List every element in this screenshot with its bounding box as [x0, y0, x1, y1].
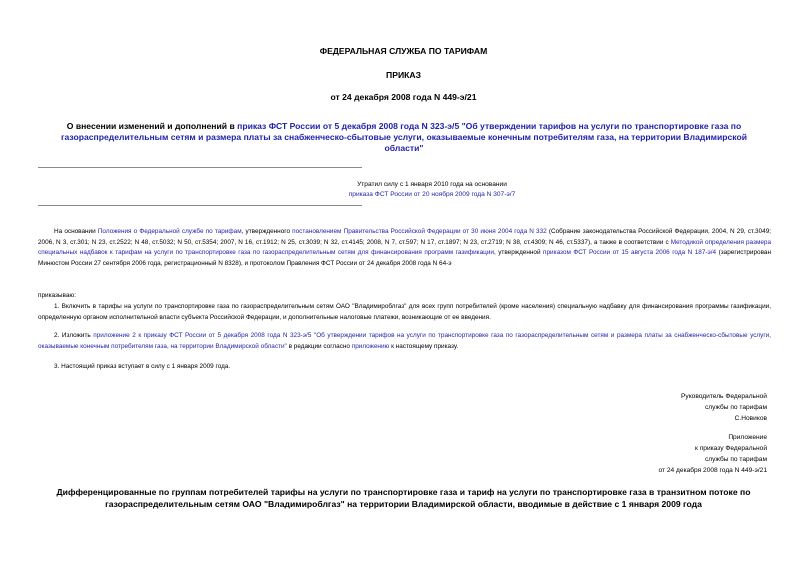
signature-line-2: службы по тарифам — [704, 404, 767, 411]
preamble-paragraph — [38, 227, 771, 269]
item-2 — [38, 331, 771, 352]
signature-block — [567, 391, 767, 424]
agency-heading: ФЕДЕРАЛЬНАЯ СЛУЖБА ПО ТАРИФАМ — [319, 46, 488, 56]
tariffs-title: Дифференцированные по группам потребителей тарифы на услуги по транспортировке газа и тариф на услуги по транспортировке газа в транзитном потоке по газораспределительным сетям ОАО "Владимироблгаз" на территории Владимирской области, вводимые в действие с 1 января 2009 года — [56, 487, 751, 509]
preamble-link-order[interactable]: приказом ФСТ России от 15 августа 2006 года N 187-э/4 — [543, 249, 717, 257]
preamble-text-5: (зарегистрирован Минюстом России 27 сентября 2006 года, регистрационный N 8328), и протоколом Правления ФСТ России от 24 декабря 2008 года N 64-э — [38, 249, 772, 267]
preamble-text-1: На основании — [54, 228, 98, 235]
title-link[interactable]: приказ ФСТ России от 5 декабря 2008 года N 323-э/5 "Об утверждении тарифов на услуги по транспортировке газа по газораспределительным сетям и размера платы за снабженческо-сбытовые услуги, оказываемые конечным потребителям газа, на территории Владимирской области" — [60, 121, 748, 153]
preamble-text-4: , утвержденной — [493, 249, 544, 257]
item-2-link-appendix[interactable]: приложение 2 к приказу ФСТ России от 5 декабря 2008 года N 323-э/5 "Об утверждении тарифов на услуги по транспортировке газа по газораспределительным сетям и размера платы за снабженческо-сбытовые услуги, оказываемые конечным потребителям газа, на территории Владимирской области" — [38, 332, 771, 350]
appendix-line-1: Приложение — [728, 434, 767, 441]
preamble-link-methodology[interactable]: Методикой определения размера специальных надбавок к тарифам на услуги по транспортировке газа по газораспределительным сетям для финансирования программ газификации — [38, 238, 771, 257]
order-title — [48, 121, 760, 154]
order-word: приказываю: — [38, 292, 76, 299]
signature-name: С.Новиков — [734, 415, 767, 422]
item-3: 3. Настоящий приказ вступает в силу с 1 января 2009 года. — [54, 363, 231, 370]
divider-top — [38, 167, 362, 168]
appendix-line-4: от 24 декабря 2008 года N 449-э/21 — [658, 467, 767, 474]
item-2-link-annex[interactable]: приложению — [351, 342, 390, 350]
title-prefix: О внесении изменений и дополнений в — [66, 121, 238, 131]
preamble-link-regulation[interactable]: Положения о Федеральной службе по тарифам — [97, 228, 242, 235]
appendix-line-3: службы по тарифам — [704, 456, 767, 463]
preamble-link-resolution[interactable]: постановлением Правительства Российской Федерации от 30 июня 2004 года N 332 — [292, 228, 547, 235]
doc-type-heading: ПРИКАЗ — [386, 70, 421, 80]
item-2-text-2: в редакции согласно — [286, 342, 352, 350]
validity-note — [300, 180, 564, 200]
signature-line-1: Руководитель Федеральной — [681, 393, 767, 400]
item-1: 1. Включить в тарифы на услуги по транспортировке газа по газораспределительным сетям ОАО "Владимироблгаз" для всех групп потребителей (кроме населения) специальную надбавку для финансирования программы газификации, определенную органом исполнительной власти субъекта Российской Федерации, и дополнительные налоговые платежи, возникающие от ее введения. — [38, 303, 771, 321]
preamble-text-2: , утвержденного — [241, 228, 293, 235]
item-2-text-1: 2. Изложить — [54, 332, 94, 339]
validity-note-text: Утратил силу с 1 января 2010 года на основании — [357, 181, 507, 188]
appendix-block — [567, 432, 767, 476]
preamble-text-3: (Собрание законодательства Российской Федерации, 2004, N 29, ст.3049; 2006, N 3, ст.301; N 23, ст.2522; N 48, ст.5032; N 50, ст.5354; 2007, N 16, ст.1912; N 25, ст.3039; N 32, ст.4145; 2008, N 7, ст.597; N 17, ст.1897; N 23, ст.2719; N 38, ст.4309; N 46, ст.5337), а также в соответствии с — [38, 228, 772, 246]
date-number-heading: от 24 декабря 2008 года N 449-э/21 — [330, 92, 477, 102]
validity-note-link[interactable]: приказа ФСТ России от 20 ноября 2009 года N 307-э/7 — [348, 191, 516, 198]
divider-bottom — [38, 205, 362, 206]
appendix-line-2: к приказу Федеральной — [695, 445, 767, 452]
item-2-text-3: к настоящему приказу. — [389, 342, 459, 350]
